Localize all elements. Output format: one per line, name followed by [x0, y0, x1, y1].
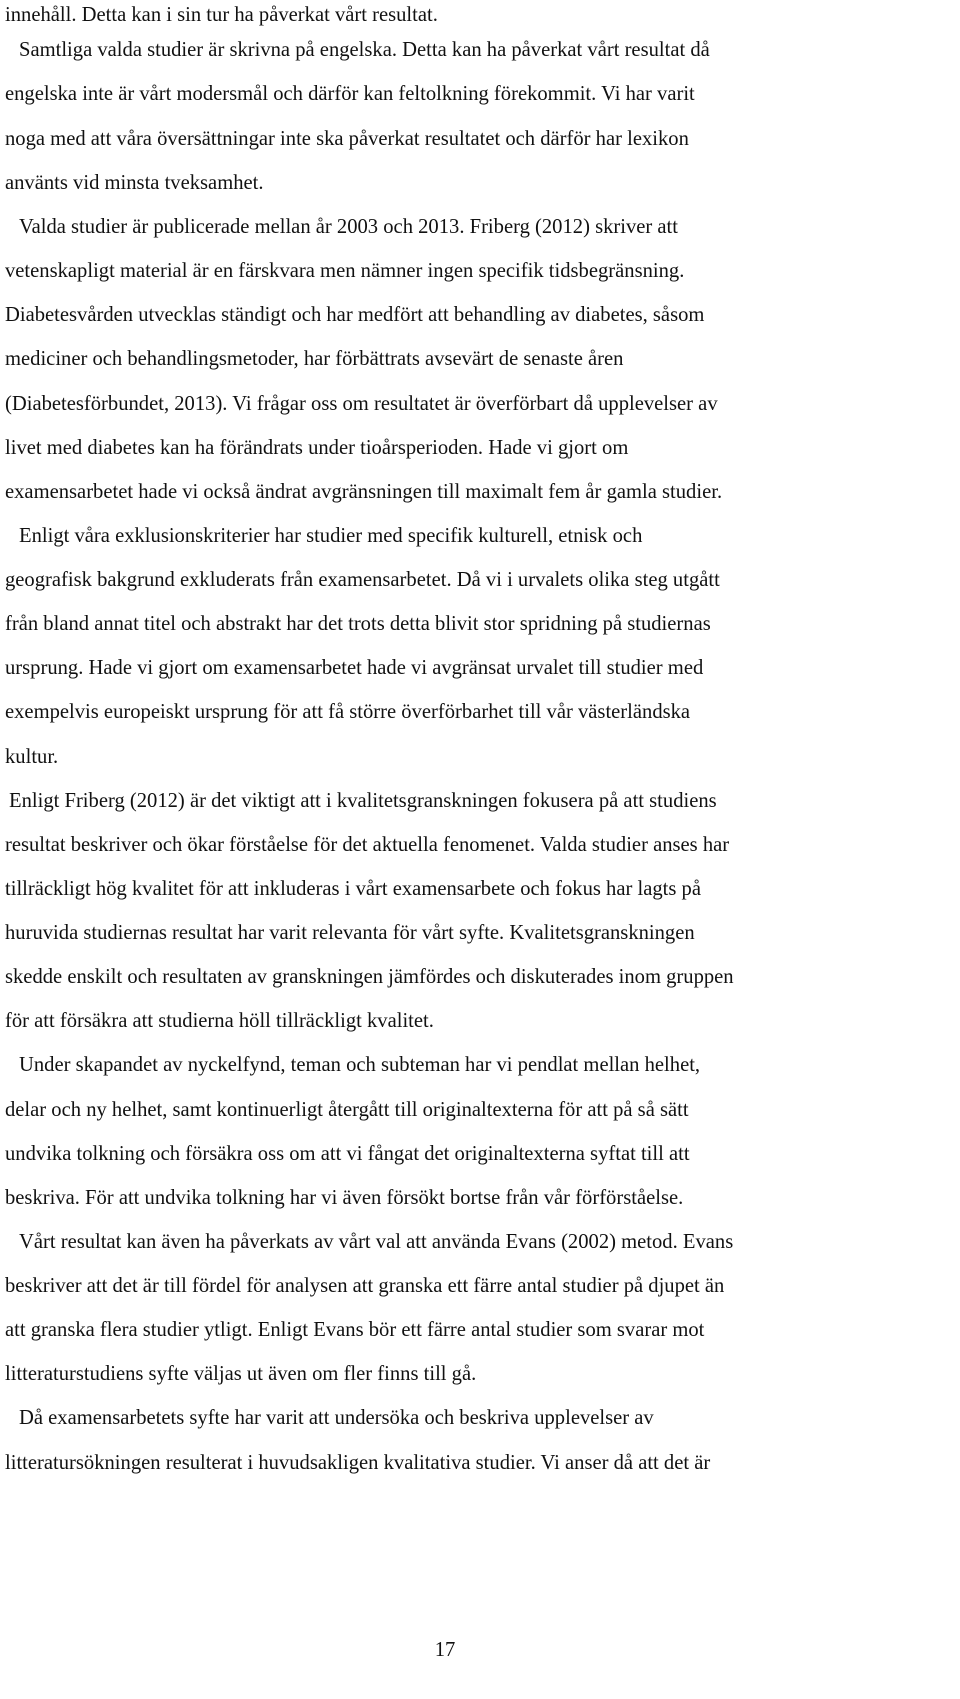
text-line: Enligt Friberg (2012) är det viktigt att i kvalitetsgranskningen fokusera på att studiens [9, 790, 717, 812]
text-line: undvika tolkning och försäkra oss om att vi fångat det originaltexterna syftat till att [5, 1143, 690, 1165]
text-line: resultat beskriver och ökar förståelse för det aktuella fenomenet. Valda studier anses har [5, 834, 730, 856]
text-line: beskriva. För att undvika tolkning har vi även försökt bortse från vår förförståelse. [5, 1187, 684, 1209]
text-line: för att försäkra att studierna höll tillräckligt kvalitet. [5, 1010, 434, 1032]
text-line: exempelvis europeiskt ursprung för att få större överförbarhet till vår västerländska [5, 701, 691, 723]
text-line: huruvida studiernas resultat har varit relevanta för vårt syfte. Kvalitetsgranskningen [5, 922, 695, 944]
text-line: från bland annat titel och abstrakt har det trots detta blivit stor spridning på studiernas [5, 613, 711, 635]
text-line: mediciner och behandlingsmetoder, har förbättrats avsevärt de senaste åren [5, 348, 624, 370]
text-line: examensarbetet hade vi också ändrat avgränsningen till maximalt fem år gamla studier. [5, 481, 723, 503]
text-line: delar och ny helhet, samt kontinuerligt återgått till originaltexterna för att på så sätt [5, 1099, 689, 1121]
text-line: livet med diabetes kan ha förändrats under tioårsperioden. Hade vi gjort om [5, 437, 629, 459]
text-line: geografisk bakgrund exkluderats från examensarbetet. Då vi i urvalets olika steg utgått [5, 569, 720, 591]
text-line: noga med att våra översättningar inte ska påverkat resultatet och därför har lexikon [5, 128, 689, 150]
text-line: Vårt resultat kan även ha påverkats av vårt val att använda Evans (2002) metod. Evans [19, 1231, 734, 1253]
text-line: tillräckligt hög kvalitet för att inkluderas i vårt examensarbete och fokus har lagts på [5, 878, 701, 900]
page-number: 17 [434, 1639, 456, 1661]
text-line: beskriver att det är till fördel för analysen att granska ett färre antal studier på djupet än [5, 1275, 725, 1297]
text-line: Enligt våra exklusionskriterier har studier med specifik kulturell, etnisk och [19, 525, 643, 547]
text-line: att granska flera studier ytligt. Enligt Evans bör ett färre antal studier som svarar mot [5, 1319, 705, 1341]
text-line: använts vid minsta tveksamhet. [5, 172, 264, 194]
text-line: ursprung. Hade vi gjort om examensarbetet hade vi avgränsat urvalet till studier med [5, 657, 704, 679]
text-line: Under skapandet av nyckelfynd, teman och subteman har vi pendlat mellan helhet, [19, 1054, 701, 1076]
text-line: Valda studier är publicerade mellan år 2003 och 2013. Friberg (2012) skriver att [19, 216, 678, 238]
text-line: Samtliga valda studier är skrivna på engelska. Detta kan ha påverkat vårt resultat då [19, 39, 710, 61]
text-line: vetenskapligt material är en färskvara men nämner ingen specifik tidsbegränsning. [5, 260, 685, 282]
text-line: Diabetesvården utvecklas ständigt och har medfört att behandling av diabetes, såsom [5, 304, 705, 326]
text-line: (Diabetesförbundet, 2013). Vi frågar oss om resultatet är överförbart då upplevelser av [5, 393, 718, 415]
text-line: kultur. [5, 746, 59, 768]
text-line: innehåll. Detta kan i sin tur ha påverkat vårt resultat. [5, 4, 438, 26]
text-line: engelska inte är vårt modersmål och därför kan feltolkning förekommit. Vi har varit [5, 83, 695, 105]
text-line: Då examensarbetets syfte har varit att undersöka och beskriva upplevelser av [19, 1407, 654, 1429]
text-line: litteraturstudiens syfte väljas ut även om fler finns till gå. [5, 1363, 477, 1385]
text-line: skedde enskilt och resultaten av granskningen jämfördes och diskuterades inom gruppen [5, 966, 734, 988]
text-line: litteratursökningen resulterat i huvudsakligen kvalitativa studier. Vi anser då att det är [5, 1452, 711, 1474]
